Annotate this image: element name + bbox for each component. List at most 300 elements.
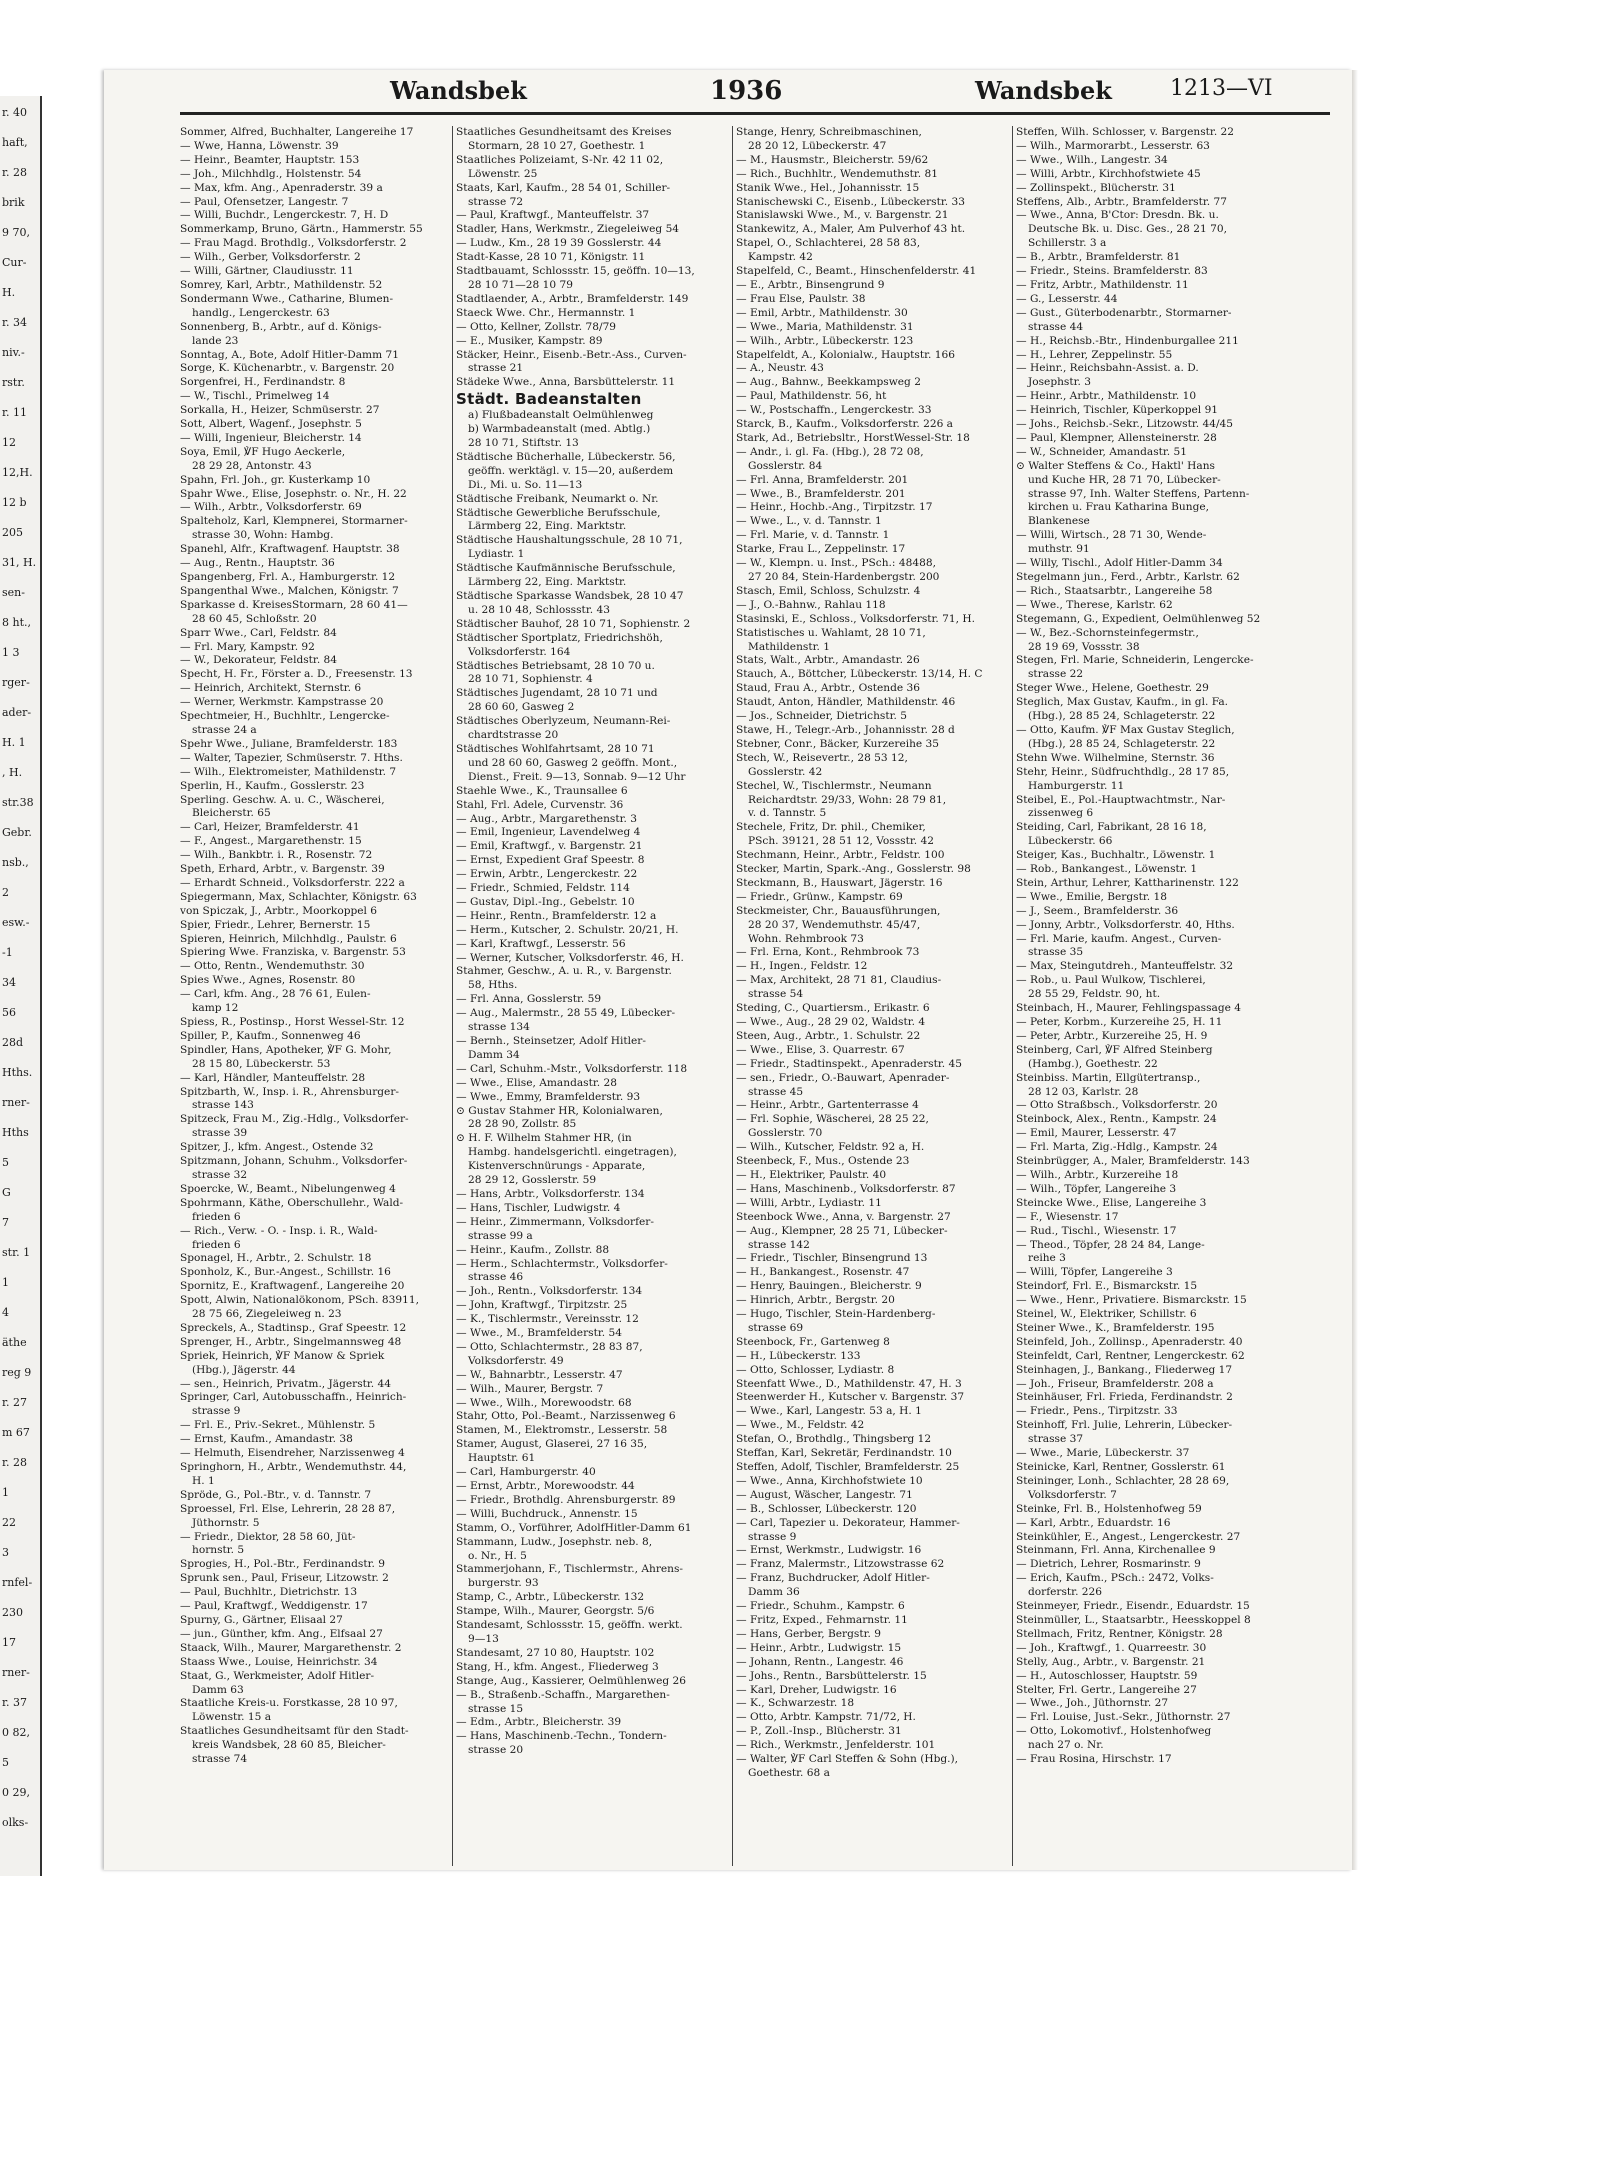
directory-entry: Sommerkamp, Bruno, Gärtn., Hammerstr. 55 bbox=[180, 223, 423, 236]
margin-fragment: 0 29, bbox=[2, 1786, 30, 1799]
margin-fragment: 1 bbox=[2, 1276, 9, 1289]
directory-entry: — Walter, Tapezier, Schmüserstr. 7. Hths. bbox=[180, 751, 403, 764]
directory-entry: — Willi, Gärtner, Claudiusstr. 11 bbox=[180, 265, 354, 278]
directory-entry: — H., Autoschlosser, Hauptstr. 59 bbox=[1016, 1669, 1198, 1682]
entry-continuation: Josephstr. 3 bbox=[1028, 376, 1092, 389]
directory-entry: ⊙ Walter Steffens & Co., Haktl' Hans bbox=[1016, 459, 1215, 472]
directory-entry: Stechel, W., Tischlermstr., Neumann bbox=[736, 779, 932, 792]
directory-entry: — Erich, Kaufm., PSch.: 2472, Volks- bbox=[1016, 1572, 1214, 1585]
directory-entry: Spohrmann, Käthe, Oberschullehr., Wald- bbox=[180, 1196, 404, 1209]
directory-entry: Steinmeyer, Friedr., Eisendr., Eduardstr. 15 bbox=[1016, 1600, 1250, 1613]
directory-entry: — J., O.-Bahnw., Rahlau 118 bbox=[736, 598, 886, 611]
directory-entry: Staatliche Kreis-u. Forstkasse, 28 10 97, bbox=[180, 1697, 398, 1710]
directory-entry: — H., Bankangest., Rosenstr. 47 bbox=[736, 1266, 910, 1279]
directory-entry: — Paul, Ofensetzer, Langestr. 7 bbox=[180, 195, 349, 208]
margin-fragment: 28d bbox=[2, 1036, 24, 1049]
directory-entry: Staack, Wilh., Maurer, Margarethenstr. 2 bbox=[180, 1641, 402, 1654]
directory-entry: Stahr, Otto, Pol.-Beamt., Narzissenweg 6 bbox=[456, 1410, 676, 1423]
directory-entry: — Franz, Malermstr., Litzowstrasse 62 bbox=[736, 1558, 945, 1571]
margin-fragment: olks- bbox=[2, 1816, 29, 1829]
entry-continuation: Lärmberg 22, Eing. Marktstr. bbox=[468, 576, 627, 589]
directory-entry: — Werner, Kutscher, Volksdorferstr. 46, H. bbox=[456, 951, 684, 964]
directory-entry: — Wwe., Emmy, Bramfelderstr. 93 bbox=[456, 1090, 641, 1103]
directory-entry: Stelter, Frl. Gertr., Langereihe 27 bbox=[1016, 1683, 1197, 1696]
directory-entry: — Werner, Werkmstr. Kampstrasse 20 bbox=[180, 696, 384, 709]
directory-entry: Spiess, R., Postinsp., Horst Wessel-Str. 12 bbox=[180, 1016, 405, 1028]
margin-fragment: rner- bbox=[2, 1666, 30, 1679]
directory-entry: Springhorn, H., Arbtr., Wendemuthstr. 44, bbox=[180, 1461, 407, 1473]
entry-continuation: kamp 12 bbox=[192, 1002, 239, 1015]
directory-entry: Stefan, O., Brothdlg., Thingsberg 12 bbox=[736, 1433, 932, 1446]
directory-entry: — Gust., Güterbodenarbtr., Stormarner- bbox=[1016, 306, 1232, 319]
directory-entry: — Willi, Arbtr., Lydiastr. 11 bbox=[736, 1196, 882, 1209]
directory-entry: — Walter, ℣F Carl Steffen & Sohn (Hbg.), bbox=[736, 1753, 959, 1766]
directory-entry: — H., Lübeckerstr. 133 bbox=[736, 1349, 861, 1362]
margin-fragment: niv.- bbox=[2, 346, 25, 359]
directory-entry: Standesamt, 27 10 80, Hauptstr. 102 bbox=[456, 1646, 655, 1659]
directory-entry: Stapelfeld, C., Beamt., Hinschenfelderstr. 41 bbox=[736, 265, 977, 278]
directory-entry: — Heinr., Beamter, Hauptstr. 153 bbox=[180, 153, 360, 166]
entry-continuation: 9—13 bbox=[468, 1632, 499, 1645]
directory-entry: Steckmeister, Chr., Bauausführungen, bbox=[736, 904, 941, 917]
directory-entry: Stadtlaender, A., Arbtr., Bramfelderstr. 149 bbox=[456, 292, 689, 305]
directory-entry: Städtische Kaufmännische Berufsschule, bbox=[456, 562, 676, 575]
margin-fragment: str.38 bbox=[2, 796, 34, 809]
directory-entry: — F., Angest., Margarethenstr. 15 bbox=[180, 835, 362, 848]
directory-entry: — Fritz, Arbtr., Mathildenstr. 11 bbox=[1016, 278, 1189, 291]
directory-entry: — Jos., Schneider, Dietrichstr. 5 bbox=[736, 710, 907, 723]
directory-entry: Spitzbarth, W., Insp. i. R., Ahrensburger- bbox=[180, 1085, 399, 1098]
directory-entry: — Andr., i. gl. Fa. (Hbg.), 28 72 08, bbox=[736, 445, 924, 458]
entry-continuation: Gosslerstr. 84 bbox=[748, 459, 823, 472]
entry-continuation: 28 60 60, Gasweg 2 bbox=[468, 701, 575, 714]
directory-entry: Steinfeld, Joh., Zollinsp., Apenraderstr. 40 bbox=[1016, 1335, 1243, 1348]
directory-entry: Spreckels, A., Stadtinsp., Graf Speestr. 12 bbox=[180, 1321, 407, 1334]
directory-entry: Staatliches Gesundheitsamt für den Stadt- bbox=[180, 1725, 409, 1738]
directory-entry: — Heinr., Hochb.-Ang., Tirpitzstr. 17 bbox=[736, 501, 933, 514]
directory-entry: Steinhäuser, Frl. Frieda, Ferdinandstr. 2 bbox=[1016, 1391, 1233, 1404]
directory-entry: — Ernst, Expedient Graf Speestr. 8 bbox=[456, 854, 645, 867]
directory-entry: Steinhoff, Frl. Julie, Lehrerin, Lübecker- bbox=[1016, 1419, 1233, 1432]
directory-entry: — Wilh., Bankbtr. i. R., Rosenstr. 72 bbox=[180, 849, 373, 862]
directory-entry: — Carl, Schuhm.-Mstr., Volksdorferstr. 118 bbox=[456, 1062, 688, 1075]
margin-fragment: 12,H. bbox=[2, 466, 33, 479]
directory-entry: Steinfeldt, Carl, Rentner, Lengerckestr. 62 bbox=[1016, 1349, 1245, 1362]
directory-entry: Spitzeck, Frau M., Zig.-Hdlg., Volksdorfer- bbox=[180, 1113, 409, 1126]
entry-continuation: burgerstr. 93 bbox=[468, 1577, 539, 1590]
directory-entry: — J., Seem., Bramfelderstr. 36 bbox=[1016, 904, 1179, 917]
column-divider bbox=[732, 126, 733, 1866]
directory-entry: — Peter, Korbm., Kurzereihe 25, H. 11 bbox=[1016, 1016, 1223, 1028]
directory-entry: Staass Wwe., Louise, Heinrichstr. 34 bbox=[180, 1655, 378, 1668]
directory-entry: Stellmach, Fritz, Rentner, Königstr. 28 bbox=[1016, 1627, 1223, 1640]
directory-entry: Stanislawski Wwe., M., v. Bargenstr. 21 bbox=[736, 209, 949, 222]
entry-continuation: Kistenverschnürungs - Apparate, bbox=[468, 1160, 646, 1173]
directory-entry: — Otto, Kellner, Zollstr. 78/79 bbox=[456, 320, 617, 333]
directory-entry: — Emil, Ingenieur, Lavendelweg 4 bbox=[456, 826, 641, 839]
margin-fragment: 17 bbox=[2, 1636, 16, 1649]
entry-continuation: strasse 9 bbox=[748, 1530, 797, 1543]
entry-continuation: Hambg. handelsgerichtl. eingetragen), bbox=[468, 1146, 677, 1159]
directory-entry: — Otto, Lokomotivf., Holstenhofweg bbox=[1016, 1725, 1212, 1738]
directory-entry: — Frl. Louise, Just.-Sekr., Jüthornstr. 27 bbox=[1016, 1711, 1231, 1724]
directory-entry: Stang, H., kfm. Angest., Fliederweg 3 bbox=[456, 1660, 659, 1673]
directory-entry: Steffan, Karl, Sekretär, Ferdinandstr. 10 bbox=[736, 1447, 952, 1460]
entry-continuation: strasse 24 a bbox=[192, 723, 257, 736]
entry-continuation: strasse 39 bbox=[192, 1127, 248, 1140]
directory-entry: — Joh., Kraftwgf., 1. Quarreestr. 30 bbox=[1016, 1641, 1207, 1654]
directory-entry: — W., Schneider, Amandastr. 51 bbox=[1016, 445, 1188, 458]
directory-entry: Stehr, Heinr., Südfruchthdlg., 28 17 85, bbox=[1016, 765, 1230, 778]
entry-continuation: muthstr. 91 bbox=[1028, 543, 1090, 556]
directory-entry: — Theod., Töpfer, 28 24 84, Lange- bbox=[1016, 1238, 1205, 1251]
directory-entry: — Wwe., Aug., 28 29 02, Waldstr. 4 bbox=[736, 1016, 926, 1028]
entry-continuation: Blankenese bbox=[1028, 515, 1090, 528]
margin-fragment: 31, H. bbox=[2, 556, 37, 569]
entry-continuation: strasse 134 bbox=[468, 1021, 530, 1034]
entry-continuation: strasse 15 bbox=[468, 1702, 524, 1715]
directory-entry: — Joh., Rentn., Volksdorferstr. 134 bbox=[456, 1285, 643, 1298]
directory-entry: Staatliches Polizeiamt, S-Nr. 42 11 02, bbox=[456, 153, 664, 166]
directory-entry: — Wilh., Arbtr., Volksdorferstr. 69 bbox=[180, 501, 362, 514]
entry-continuation: kreis Wandsbek, 28 60 85, Bleicher- bbox=[192, 1739, 386, 1752]
directory-entry: Steglich, Max Gustav, Kaufm., in gl. Fa. bbox=[1016, 696, 1229, 709]
directory-entry: — John, Kraftwgf., Tirpitzstr. 25 bbox=[456, 1299, 628, 1312]
margin-fragment: str. 1 bbox=[2, 1246, 31, 1259]
directory-entry: Sommer, Alfred, Buchhalter, Langereihe 17 bbox=[180, 126, 414, 138]
entry-continuation: Reichardtstr. 29/33, Wohn: 28 79 81, bbox=[748, 793, 947, 806]
entry-continuation: Stormarn, 28 10 27, Goethestr. 1 bbox=[468, 139, 646, 152]
directory-entry: — Karl, Kraftwgf., Lesserstr. 56 bbox=[456, 937, 626, 950]
directory-entry: — Friedr., Grünw., Kampstr. 69 bbox=[736, 890, 903, 903]
entry-continuation: Volksdorferstr. 49 bbox=[468, 1354, 564, 1367]
entry-continuation: und 28 60 60, Gasweg 2 geöffn. Mont., bbox=[468, 756, 678, 769]
entry-continuation: hornstr. 5 bbox=[192, 1544, 245, 1557]
directory-entry: Stegen, Frl. Marie, Schneiderin, Lengercke- bbox=[1016, 654, 1254, 667]
directory-entry: Somrey, Karl, Arbtr., Mathildenstr. 52 bbox=[180, 278, 383, 291]
margin-fragment: -1 bbox=[2, 946, 13, 959]
entry-continuation: (Hbg.), 28 85 24, Schlageterstr. 22 bbox=[1028, 710, 1216, 723]
directory-entry: ⊙ H. F. Wilhelm Stahmer HR, (in bbox=[456, 1132, 632, 1145]
directory-entry: — H., Lehrer, Zeppelinstr. 55 bbox=[1016, 348, 1173, 361]
entry-continuation: 28 15 80, Lübeckerstr. 53 bbox=[192, 1057, 331, 1070]
directory-entry: — W., Postschaffn., Lengerckestr. 33 bbox=[736, 404, 932, 417]
entry-continuation: kirchen u. Frau Katharina Bunge, bbox=[1028, 501, 1209, 514]
directory-entry: Sponholz, K., Bur.-Angest., Schillstr. 16 bbox=[180, 1266, 391, 1279]
margin-fragment: esw.- bbox=[2, 916, 30, 929]
directory-entry: Städtische Sparkasse Wandsbek, 28 10 47 bbox=[456, 590, 684, 602]
directory-entry: — E., Arbtr., Binsengrund 9 bbox=[736, 278, 885, 291]
directory-entry: Sponagel, H., Arbtr., 2. Schulstr. 18 bbox=[180, 1252, 372, 1265]
directory-entry: — Frau Rosina, Hirschstr. 17 bbox=[1016, 1753, 1172, 1766]
margin-fragment: Gebr. bbox=[2, 826, 32, 839]
directory-entry: — Rob., Bankangest., Löwenstr. 1 bbox=[1016, 863, 1198, 876]
directory-entry: Spitzer, J., kfm. Angest., Ostende 32 bbox=[180, 1141, 374, 1154]
directory-entry: — Wwe., Anna, B'Ctor: Dresdn. Bk. u. bbox=[1016, 209, 1219, 222]
directory-entry: Stahl, Frl. Adele, Curvenstr. 36 bbox=[456, 798, 624, 811]
directory-column-4 bbox=[1016, 126, 1296, 1866]
directory-entry: — Aug., Arbtr., Margarethenstr. 3 bbox=[456, 812, 637, 825]
directory-entry: Speth, Erhard, Arbtr., v. Bargenstr. 39 bbox=[180, 863, 385, 876]
directory-entry: Stein, Arthur, Lehrer, Kattharinenstr. 122 bbox=[1016, 876, 1239, 889]
directory-entry: Staat, G., Werkmeister, Adolf Hitler- bbox=[180, 1669, 375, 1682]
directory-entry: — Wwe., Elise, Amandastr. 28 bbox=[456, 1076, 617, 1089]
directory-entry: — Herm., Schlachtermstr., Volksdorfer- bbox=[456, 1257, 668, 1270]
directory-entry: — Frl. E., Priv.-Sekret., Mühlenstr. 5 bbox=[180, 1419, 376, 1432]
directory-entry: — Ernst, Kaufm., Amandastr. 38 bbox=[180, 1433, 353, 1446]
directory-entry: Spriek, Heinrich, ℣F Manow & Spriek bbox=[180, 1349, 385, 1362]
directory-entry: — Aug., Malermstr., 28 55 49, Lübecker- bbox=[456, 1007, 676, 1020]
directory-entry: Stankewitz, A., Maler, Am Pulverhof 43 ht. bbox=[736, 223, 966, 236]
directory-entry: — Heinr., Arbtr., Ludwigstr. 15 bbox=[736, 1641, 902, 1654]
entry-continuation: strasse 22 bbox=[1028, 668, 1084, 681]
directory-entry: Steckmann, B., Hauswart, Jägerstr. 16 bbox=[736, 876, 943, 889]
entry-continuation: strasse 46 bbox=[468, 1271, 524, 1284]
directory-entry: — Willi, Buchdr., Lengerckestr. 7, H. D bbox=[180, 209, 389, 222]
directory-entry: Sproessel, Frl. Else, Lehrerin, 28 28 87, bbox=[180, 1502, 396, 1515]
entry-continuation: Di., Mi. u. So. 11—13 bbox=[468, 478, 583, 491]
directory-entry: — Hans, Gerber, Bergstr. 9 bbox=[736, 1627, 881, 1640]
margin-fragment: r. 28 bbox=[2, 1456, 28, 1469]
directory-entry: Spiering Wwe. Franziska, v. Bargenstr. 53 bbox=[180, 946, 406, 959]
directory-entry: — Heinr., Rentn., Bramfelderstr. 12 a bbox=[456, 909, 657, 922]
directory-entry: Soya, Emil, ℣F Hugo Aeckerle, bbox=[180, 445, 346, 458]
directory-entry: — Johs., Reichsb.-Sekr., Litzowstr. 44/45 bbox=[1016, 418, 1234, 431]
margin-fragment: 1 3 bbox=[2, 646, 20, 659]
margin-fragment: rnfel- bbox=[2, 1576, 33, 1589]
directory-entry: Staeck Wwe. Chr., Hermannstr. 1 bbox=[456, 306, 636, 319]
directory-entry: Steenbock Wwe., Anna, v. Bargenstr. 27 bbox=[736, 1210, 951, 1223]
directory-entry: — Friedr., Tischler, Binsengrund 13 bbox=[736, 1252, 928, 1265]
directory-entry: Starck, B., Kaufm., Volksdorferstr. 226 a bbox=[736, 418, 953, 431]
entry-continuation: Jüthornstr. 5 bbox=[192, 1516, 260, 1529]
directory-entry: — Willi, Arbtr., Kirchhofstwiete 45 bbox=[1016, 167, 1201, 180]
directory-entry: — Carl, Heizer, Bramfelderstr. 41 bbox=[180, 821, 360, 834]
directory-entry: Stelly, Aug., Arbtr., v. Bargenstr. 21 bbox=[1016, 1655, 1206, 1668]
directory-entry: — Otto Straßbsch., Volksdorferstr. 20 bbox=[1016, 1099, 1218, 1112]
directory-entry: Stanik Wwe., Hel., Johannisstr. 15 bbox=[736, 181, 920, 194]
directory-column-3 bbox=[736, 126, 1016, 1866]
directory-entry: — Friedr., Pens., Tirpitzstr. 33 bbox=[1016, 1405, 1178, 1418]
entry-continuation: Volksdorferstr. 164 bbox=[468, 645, 571, 658]
directory-entry: Steinbrügger, A., Maler, Bramfelderstr. 143 bbox=[1016, 1155, 1250, 1168]
directory-entry: — Dietrich, Lehrer, Rosmarinstr. 9 bbox=[1016, 1558, 1201, 1571]
directory-entry: Steffen, Wilh. Schlosser, v. Bargenstr. 22 bbox=[1016, 126, 1235, 138]
directory-entry: — Hinrich, Arbtr., Bergstr. 20 bbox=[736, 1294, 895, 1307]
entry-continuation: chardtstrasse 20 bbox=[468, 729, 559, 742]
directory-entry: — Friedr., Brothdlg. Ahrensburgerstr. 89 bbox=[456, 1493, 676, 1506]
directory-entry: Stadtbauamt, Schlossstr. 15, geöffn. 10—13, bbox=[456, 265, 695, 278]
directory-entry: Steffen, Adolf, Tischler, Bramfelderstr. 25 bbox=[736, 1461, 960, 1473]
directory-entry: Stehn Wwe. Wilhelmine, Sternstr. 36 bbox=[1016, 751, 1215, 764]
margin-fragment: 12 bbox=[2, 436, 16, 449]
entry-continuation: Löwenstr. 15 a bbox=[192, 1711, 272, 1724]
entry-continuation: Damm 63 bbox=[192, 1683, 244, 1696]
directory-entry: — Paul, Kraftwgf., Manteuffelstr. 37 bbox=[456, 209, 650, 222]
directory-entry: Steinbock, Alex., Rentn., Kampstr. 24 bbox=[1016, 1113, 1217, 1126]
directory-entry: Stechele, Fritz, Dr. phil., Chemiker, bbox=[736, 821, 926, 834]
margin-fragment: m 67 bbox=[2, 1426, 30, 1439]
entry-continuation: strasse 9 bbox=[192, 1405, 241, 1418]
directory-entry: Stadt-Kasse, 28 10 71, Königstr. 11 bbox=[456, 251, 646, 264]
entry-continuation: 27 20 84, Stein-Hardenbergstr. 200 bbox=[748, 571, 940, 583]
entry-continuation: strasse 44 bbox=[1028, 320, 1084, 333]
directory-entry: — Heinrich, Architekt, Sternstr. 6 bbox=[180, 682, 362, 695]
directory-entry: Spornitz, E., Kraftwagenf., Langereihe 20 bbox=[180, 1280, 405, 1293]
directory-entry: — Frau Magd. Brothdlg., Volksdorferstr. 2 bbox=[180, 237, 407, 250]
directory-entry: Steen, Aug., Arbtr., 1. Schulstr. 22 bbox=[736, 1029, 921, 1042]
directory-entry: Steiner Wwe., K., Bramfelderstr. 195 bbox=[1016, 1321, 1215, 1334]
entry-continuation: und Kuche HR, 28 71 70, Lübecker- bbox=[1028, 473, 1221, 486]
directory-entry: — Wwe., Therese, Karlstr. 62 bbox=[1016, 598, 1173, 611]
directory-entry: Stamm, O., Vorführer, AdolfHitler-Damm 61 bbox=[456, 1521, 692, 1534]
directory-entry: Sorgenfrei, H., Ferdinandstr. 8 bbox=[180, 376, 346, 389]
directory-entry: — Peter, Arbtr., Kurzereihe 25, H. 9 bbox=[1016, 1029, 1208, 1042]
directory-entry: Steenbeck, F., Mus., Ostende 23 bbox=[736, 1155, 910, 1168]
directory-entry: Stampe, Wilh., Maurer, Georgstr. 5/6 bbox=[456, 1605, 655, 1618]
directory-entry: Stechmann, Heinr., Arbtr., Feldstr. 100 bbox=[736, 849, 945, 862]
directory-entry: — Wwe., Elise, 3. Quarrestr. 67 bbox=[736, 1043, 905, 1056]
directory-entry: Städtische Bücherhalle, Lübeckerstr. 56, bbox=[456, 450, 676, 463]
directory-entry: Spoercke, W., Beamt., Nibelungenweg 4 bbox=[180, 1182, 396, 1195]
directory-entry: Sorkalla, H., Heizer, Schmüserstr. 27 bbox=[180, 404, 380, 417]
section-heading: Städt. Badeanstalten bbox=[456, 390, 642, 409]
margin-fragment: 34 bbox=[2, 976, 16, 989]
margin-fragment: 1 bbox=[2, 1486, 9, 1499]
directory-entry: Stecker, Martin, Spark.-Ang., Gosslerstr. 98 bbox=[736, 863, 971, 876]
directory-entry: — E., Musiker, Kampstr. 89 bbox=[456, 334, 603, 347]
entry-continuation: frieden 6 bbox=[192, 1210, 241, 1223]
entry-continuation: o. Nr., H. 5 bbox=[468, 1549, 527, 1562]
directory-entry: — K., Schwarzestr. 18 bbox=[736, 1697, 855, 1710]
entry-continuation: v. d. Tannstr. 5 bbox=[748, 807, 827, 820]
entry-continuation: Wohn. Rehmbrook 73 bbox=[748, 932, 864, 945]
directory-entry: Städtischer Sportplatz, Friedrichshöh, bbox=[456, 631, 663, 644]
directory-entry: — Heinr., Reichsbahn-Assist. a. D. bbox=[1016, 362, 1199, 375]
directory-entry: — Wilh., Elektromeister, Mathildenstr. 7 bbox=[180, 765, 397, 778]
directory-entry: — Ernst, Arbtr., Morewoodstr. 44 bbox=[456, 1480, 635, 1492]
directory-entry: — Emil, Kraftwgf., v. Bargenstr. 21 bbox=[456, 840, 643, 853]
directory-entry: — Wilh., Arbtr., Kurzereihe 18 bbox=[1016, 1168, 1179, 1181]
directory-entry: Steger Wwe., Helene, Goethestr. 29 bbox=[1016, 682, 1209, 695]
directory-entry: — Wwe., Henr., Privatiere. Bismarckstr. 15 bbox=[1016, 1294, 1247, 1307]
directory-entry: Stegemann, G., Expedient, Oelmühlenweg 52 bbox=[1016, 612, 1261, 625]
directory-entry: Steinmann, Frl. Anna, Kirchenallee 9 bbox=[1016, 1544, 1216, 1557]
margin-fragment: 12 b bbox=[2, 496, 27, 509]
directory-entry: — Joh., Friseur, Bramfelderstr. 208 a bbox=[1016, 1377, 1214, 1390]
directory-entry: — Carl, Hamburgerstr. 40 bbox=[456, 1466, 596, 1479]
directory-entry: — Frl. Anna, Gosslerstr. 59 bbox=[456, 993, 602, 1006]
entry-continuation: Goethestr. 68 a bbox=[748, 1766, 830, 1779]
directory-entry: — Jonny, Arbtr., Volksdorferstr. 40, Hths. bbox=[1016, 918, 1235, 931]
directory-entry: — Aug., Bahnw., Beekkampsweg 2 bbox=[736, 376, 921, 389]
directory-entry: Staats, Karl, Kaufm., 28 54 01, Schiller- bbox=[456, 181, 671, 194]
directory-entry: Spindler, Hans, Apotheker, ℣F G. Mohr, bbox=[180, 1043, 392, 1056]
directory-entry: Städeke Wwe., Anna, Barsbüttelerstr. 11 bbox=[456, 376, 676, 389]
header-left-title: Wandsbek bbox=[390, 76, 527, 105]
directory-entry: — B., Schlosser, Lübeckerstr. 120 bbox=[736, 1502, 917, 1515]
directory-entry: Sperling. Geschw. A. u. C., Wäscherei, bbox=[180, 793, 385, 806]
directory-entry: Springer, Carl, Autobusschaffn., Heinrich- bbox=[180, 1391, 407, 1404]
directory-entry: — W., Bez.-Schornsteinfegermstr., bbox=[1016, 626, 1199, 639]
directory-entry: — Paul, Mathildenstr. 56, ht bbox=[736, 390, 887, 403]
entry-continuation: u. 28 10 48, Schlossstr. 43 bbox=[468, 603, 610, 616]
directory-entry: Stasinski, E., Schloss., Volksdorferstr. 71, H. bbox=[736, 612, 975, 625]
directory-entry: Stapel, O., Schlachterei, 28 58 83, bbox=[736, 237, 921, 250]
directory-entry: — Carl, kfm. Ang., 28 76 61, Eulen- bbox=[180, 988, 371, 1001]
directory-entry: — W., Dekorateur, Feldstr. 84 bbox=[180, 654, 338, 667]
entry-continuation: 28 10 71, Stiftstr. 13 bbox=[468, 437, 579, 450]
directory-entry: Steinke, Frl. B., Holstenhofweg 59 bbox=[1016, 1502, 1202, 1515]
directory-entry: Staud, Frau A., Arbtr., Ostende 36 bbox=[736, 682, 920, 695]
directory-entry: — A., Neustr. 43 bbox=[736, 362, 824, 375]
directory-entry: — Wwe., M., Feldstr. 42 bbox=[736, 1419, 865, 1432]
directory-entry: Stäcker, Heinr., Eisenb.-Betr.-Ass., Curven- bbox=[456, 348, 687, 361]
directory-entry: Sprunk sen., Paul, Friseur, Litzowstr. 2 bbox=[180, 1572, 389, 1585]
directory-entry: — Otto, Schlachtermstr., 28 83 87, bbox=[456, 1340, 643, 1353]
directory-entry: — Wilh., Gerber, Volksdorferstr. 2 bbox=[180, 251, 361, 264]
directory-entry: — Frl. Sophie, Wäscherei, 28 25 22, bbox=[736, 1113, 929, 1126]
margin-fragment: reg 9 bbox=[2, 1366, 32, 1379]
margin-fragment: r. 28 bbox=[2, 166, 28, 179]
directory-entry: Steincke Wwe., Elise, Langereihe 3 bbox=[1016, 1196, 1207, 1209]
entry-continuation: strasse 143 bbox=[192, 1099, 254, 1112]
margin-fragment: 5 bbox=[2, 1156, 9, 1169]
directory-entry: Spanehl, Alfr., Kraftwagenf. Hauptstr. 38 bbox=[180, 543, 400, 556]
margin-fragment: äthe bbox=[2, 1336, 27, 1349]
directory-entry: Stamp, C., Arbtr., Lübeckerstr. 132 bbox=[456, 1591, 645, 1604]
directory-entry: — F., Wiesenstr. 17 bbox=[1016, 1210, 1119, 1223]
directory-entry: — Max, Steingutdreh., Manteuffelstr. 32 bbox=[1016, 960, 1234, 973]
entry-continuation: 28 75 66, Ziegeleiweg n. 23 bbox=[192, 1308, 342, 1321]
directory-entry: Stark, Ad., Betriebsltr., HorstWessel-Str. 18 bbox=[736, 431, 970, 444]
entry-continuation: Deutsche Bk. u. Disc. Ges., 28 21 70, bbox=[1028, 223, 1227, 236]
directory-entry: — Otto, Kaufm. ℣F Max Gustav Steglich, bbox=[1016, 723, 1235, 736]
directory-entry: — Johs., Rentn., Barsbüttelerstr. 15 bbox=[736, 1669, 927, 1682]
directory-entry: — Frl. Erna, Kont., Rehmbrook 73 bbox=[736, 946, 920, 959]
directory-entry: Stanischewski C., Eisenb., Lübeckerstr. 33 bbox=[736, 195, 965, 208]
directory-entry: Sparr Wwe., Carl, Feldstr. 84 bbox=[180, 626, 337, 639]
margin-fragment: 56 bbox=[2, 1006, 16, 1019]
directory-entry: — H., Elektriker, Paulstr. 40 bbox=[736, 1168, 887, 1181]
directory-entry: Spiegermann, Max, Schlachter, Königstr. 63 bbox=[180, 890, 417, 903]
directory-entry: Städtische Haushaltungsschule, 28 10 71, bbox=[456, 534, 683, 547]
directory-entry: — H., Reichsb.-Btr., Hindenburgallee 211 bbox=[1016, 334, 1239, 347]
entry-continuation: zissenweg 6 bbox=[1028, 807, 1094, 820]
directory-column-1 bbox=[180, 126, 460, 1866]
directory-entry: — Heinr., Arbtr., Gartenterrasse 4 bbox=[736, 1099, 919, 1112]
directory-entry: Steinmüller, L., Staatsarbtr., Heesskoppel 8 bbox=[1016, 1613, 1251, 1626]
directory-entry: Standesamt, Schlossstr. 15, geöffn. werkt. bbox=[456, 1619, 683, 1632]
entry-continuation: Kampstr. 42 bbox=[748, 251, 813, 264]
directory-entry: — Frau Else, Paulstr. 38 bbox=[736, 292, 866, 305]
directory-entry: Städtisches Wohlfahrtsamt, 28 10 71 bbox=[456, 742, 655, 755]
directory-entry: — Henry, Bauingen., Bleicherstr. 9 bbox=[736, 1280, 922, 1293]
directory-entry: Spitzmann, Johann, Schuhm., Volksdorfer- bbox=[180, 1155, 408, 1168]
entry-continuation: handlg., Lengerckestr. 63 bbox=[192, 306, 330, 319]
directory-entry: — Willi, Buchdruck., Annenstr. 15 bbox=[456, 1507, 638, 1520]
directory-entry: — W., Klempn. u. Inst., PSch.: 48488, bbox=[736, 557, 936, 570]
entry-continuation: nach 27 o. Nr. bbox=[1028, 1739, 1104, 1752]
directory-entry: Steinkühler, E., Angest., Lengerckestr. 27 bbox=[1016, 1530, 1241, 1543]
margin-fragment: sen- bbox=[2, 586, 25, 599]
entry-continuation: 28 55 29, Feldstr. 90, ht. bbox=[1028, 988, 1161, 1001]
directory-entry: — Emil, Arbtr., Mathildenstr. 30 bbox=[736, 306, 908, 319]
directory-entry: Steinicke, Karl, Rentner, Gosslerstr. 61 bbox=[1016, 1461, 1226, 1473]
entry-continuation: dorferstr. 226 bbox=[1028, 1586, 1103, 1599]
directory-entry: — M., Hausmstr., Bleicherstr. 59/62 bbox=[736, 153, 929, 166]
directory-entry: — Frl. Anna, Bramfelderstr. 201 bbox=[736, 473, 909, 486]
